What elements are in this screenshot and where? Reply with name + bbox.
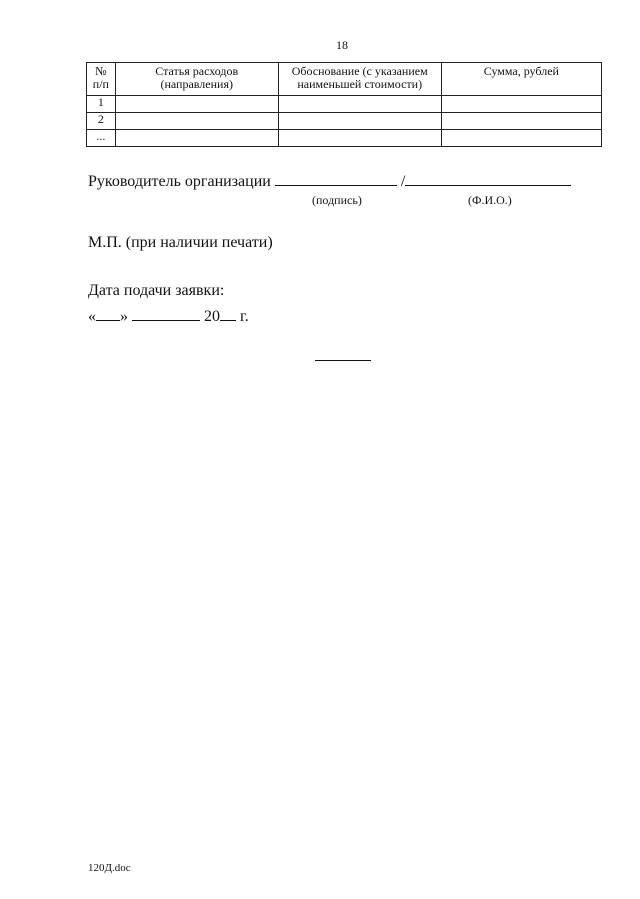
date-close-quote: » — [120, 308, 128, 325]
closing-divider — [315, 360, 371, 361]
row-item — [115, 130, 278, 147]
year-prefix: 20 — [204, 308, 220, 325]
row-num: ... — [87, 130, 116, 147]
row-reason — [278, 96, 441, 113]
signature-blank — [275, 170, 397, 186]
name-blank — [405, 170, 571, 186]
signature-separator: / — [400, 173, 406, 190]
year-suffix: г. — [240, 308, 249, 325]
row-sum — [441, 113, 601, 130]
footer-doc-name: 120Д.doc — [88, 862, 131, 874]
day-blank — [96, 305, 120, 321]
table-row — [87, 113, 602, 130]
row-num: 2 — [87, 113, 116, 130]
month-blank — [132, 305, 200, 321]
signature-line — [88, 170, 571, 191]
header-reason: Обоснование (с указанием наименьшей стоимости) — [278, 63, 441, 96]
page-number: 18 — [336, 38, 348, 52]
date-label: Дата подачи заявки: — [88, 282, 225, 299]
signature-label: Руководитель организации — [88, 173, 271, 190]
row-sum — [441, 130, 601, 147]
expenses-table — [86, 62, 602, 147]
date-open-quote: « — [88, 308, 96, 325]
table-header-row — [87, 63, 602, 96]
stamp-note: М.П. (при наличии печати) — [88, 234, 273, 251]
row-item — [115, 96, 278, 113]
date-line — [88, 305, 249, 326]
row-reason — [278, 130, 441, 147]
name-caption: (Ф.И.О.) — [468, 193, 512, 207]
table-row — [87, 130, 602, 147]
signature-caption: (подпись) — [312, 193, 362, 207]
table-row — [87, 96, 602, 113]
row-sum — [441, 96, 601, 113]
header-item: Статья расходов (направления) — [115, 63, 278, 96]
header-num: № п/п — [87, 63, 116, 96]
row-item — [115, 113, 278, 130]
header-sum: Сумма, рублей — [441, 63, 601, 96]
row-reason — [278, 113, 441, 130]
year-blank — [220, 305, 236, 321]
row-num: 1 — [87, 96, 116, 113]
